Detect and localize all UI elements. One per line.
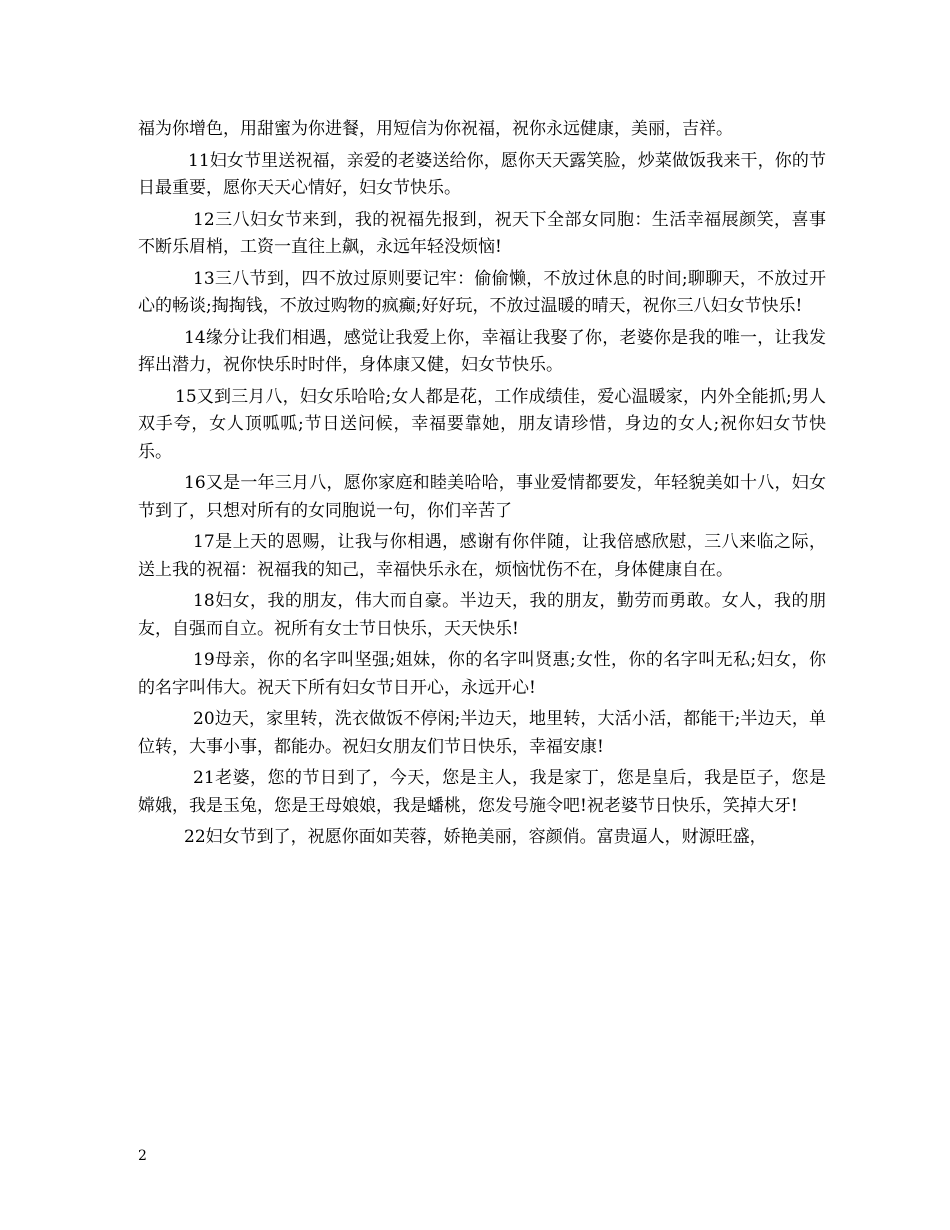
page-number: 2 (138, 1148, 147, 1164)
paragraph: 12三八妇女节来到，我的祝福先报到，祝天下全部女同胞：生活幸福展颜笑，喜事不断乐眉梢，工资一直往上飙，永远年轻没烦恼! (138, 209, 826, 257)
paragraph: 20边天，家里转，洗衣做饭不停闲;半边天，地里转，大活小活，都能干;半边天，单位转，大事小事，都能办。祝妇女朋友们节日快乐，幸福安康! (138, 709, 826, 757)
paragraph: 21老婆，您的节日到了，今天，您是主人，我是家丁，您是皇后，我是臣子，您是嫦娥，我是玉兔，您是王母娘娘，我是蟠桃，您发号施令吧!祝老婆节日快乐，笑掉大牙! (138, 768, 826, 816)
paragraph: 福为你增色，用甜蜜为你进餐，用短信为你祝福，祝你永远健康，美丽，吉祥。 (138, 119, 733, 139)
paragraph: 18妇女，我的朋友，伟大而自豪。半边天，我的朋友，勤劳而勇敢。女人，我的朋友，自强而自立。祝所有女士节日快乐，天天快乐! (138, 591, 826, 639)
paragraph: 19母亲，你的名字叫坚强;姐妹，你的名字叫贤惠;女性，你的名字叫无私;妇女，你的名字叫伟大。祝天下所有妇女节日开心，永远开心! (138, 650, 826, 698)
paragraph: 22妇女节到了，祝愿你面如芙蓉，娇艳美丽，容颜俏。富贵逼人，财源旺盛， (184, 827, 767, 847)
paragraph: 16又是一年三月八，愿你家庭和睦美哈哈，事业爱情都要发，年轻貌美如十八，妇女节到了，只想对所有的女同胞说一句，你们辛苦了 (138, 473, 826, 521)
document-body (138, 116, 826, 856)
paragraph: 13三八节到，四不放过原则要记牢：偷偷懒，不放过休息的时间;聊聊天，不放过开心的畅谈;掏掏钱，不放过购物的疯癫;好好玩，不放过温暖的晴天，祝你三八妇女节快乐! (138, 268, 826, 316)
paragraph: 15又到三月八，妇女乐哈哈;女人都是花，工作成绩佳，爱心温暖家，内外全能抓;男人双手夸，女人顶呱呱;节日送问候，幸福要靠她，朋友请珍惜，身边的女人;祝你妇女节快乐。 (138, 386, 826, 462)
paragraph: 14缘分让我们相遇，感觉让我爱上你，幸福让我娶了你，老婆你是我的唯一，让我发挥出潜力，祝你快乐时时伴，身体康又健，妇女节快乐。 (138, 327, 826, 375)
paragraph: 17是上天的恩赐，让我与你相遇，感谢有你伴随，让我倍感欣慰，三八来临之际，送上我的祝福：祝福我的知己，幸福快乐永在，烦恼忧伤不在，身体健康自在。 (138, 532, 826, 580)
paragraph: 11妇女节里送祝福，亲爱的老婆送给你，愿你天天露笑脸，炒菜做饭我来干，你的节日最重要，愿你天天心情好，妇女节快乐。 (138, 150, 826, 198)
